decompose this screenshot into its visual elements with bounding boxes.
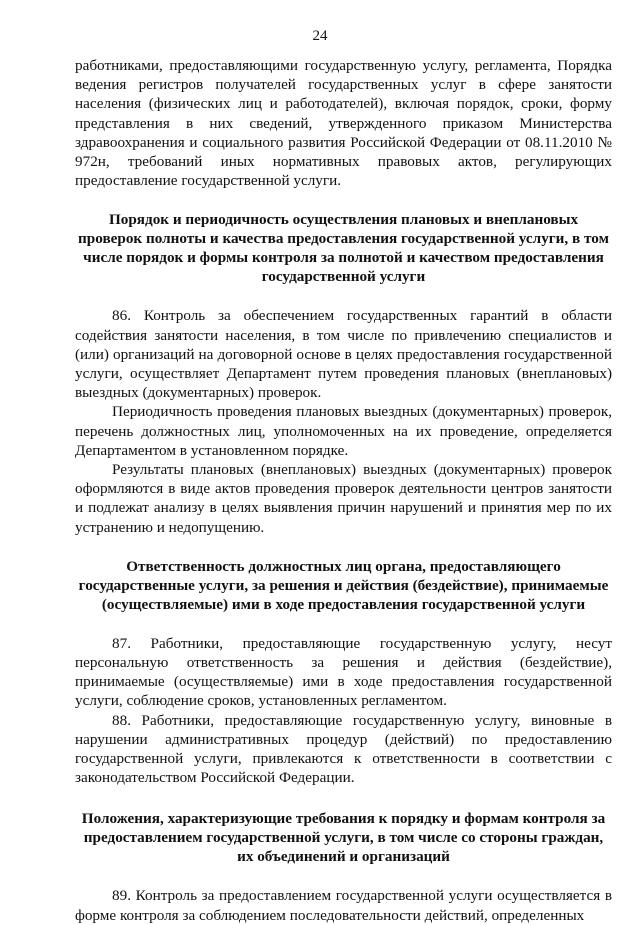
page-number: 24 xyxy=(312,28,328,44)
document-body xyxy=(75,56,612,925)
paragraph-86: 86. Контроль за обеспечением государственных гарантий в области содействия занятости населения, в том числе по привлечению специалистов и (или) организаций на договорной основе в целях предоставления государственной услуги, осуществляет Департамент путем проведения плановых (внеплановых) выездных (документарных) проверок. xyxy=(75,307,612,402)
paragraph-results: Результаты плановых (внеплановых) выездных (документарных) проверок оформляются в виде актов проведения проверок деятельности центров занятости и подлежат анализу в целях выявления причин нарушений и принятия мер по их устранению и недопущению. xyxy=(75,461,612,536)
paragraph-88: 88. Работники, предоставляющие государственную услугу, виновные в нарушении административных процедур (действий) по предоставлению государственной услуги, привлекаются к ответственности в соответствии с законодательством Российской Федерации. xyxy=(75,711,612,787)
section-heading-control-requirements: Положения, характеризующие требования к порядку и формам контроля за предоставлением государственной услуги, в том числе со стороны граждан, их объединений и организаций xyxy=(81,810,606,866)
section-heading-responsibility: Ответственность должностных лиц органа, предоставляющего государственные услуги, за решения и действия (бездействие), принимаемые (осуществляемые) ими в ходе предоставления государственной услуги xyxy=(78,557,609,613)
section-heading-inspections: Порядок и периодичность осуществления плановых и внеплановых проверок полноты и качества предоставления государственной услуги, в том числе порядок и формы контроля за полнотой и качеством предоставления государственной услуги xyxy=(78,211,609,286)
paragraph-89: 89. Контроль за предоставлением государственной услуги осуществляется в форме контроля за соблюдением последовательности действий, определенных xyxy=(75,887,612,924)
paragraph-87: 87. Работники, предоставляющие государственную услугу, несут персональную ответственность за решения и действия (бездействие), принимаемые (осуществляемые) ими в ходе предоставления государственной услуги, соблюдение сроков, установленных регламентом. xyxy=(75,634,612,710)
intro-paragraph: работниками, предоставляющими государственную услугу, регламента, Порядка ведения регистров получателей государственных услуг в сфере занятости населения (физических лиц и работодателей), включая порядок, сроки, форму представления в них сведений, утвержденного приказом Министерства здравоохранения и социального развития Российской Федерации от 08.11.2010 № 972н, требований иных нормативных правовых актов, регулирующих предоставление государственной услуги. xyxy=(75,57,612,190)
paragraph-periodicity: Периодичность проведения плановых выездных (документарных) проверок, перечень должностных лиц, уполномоченных на их проведение, определяется Департаментом в установленном порядке. xyxy=(75,403,612,459)
